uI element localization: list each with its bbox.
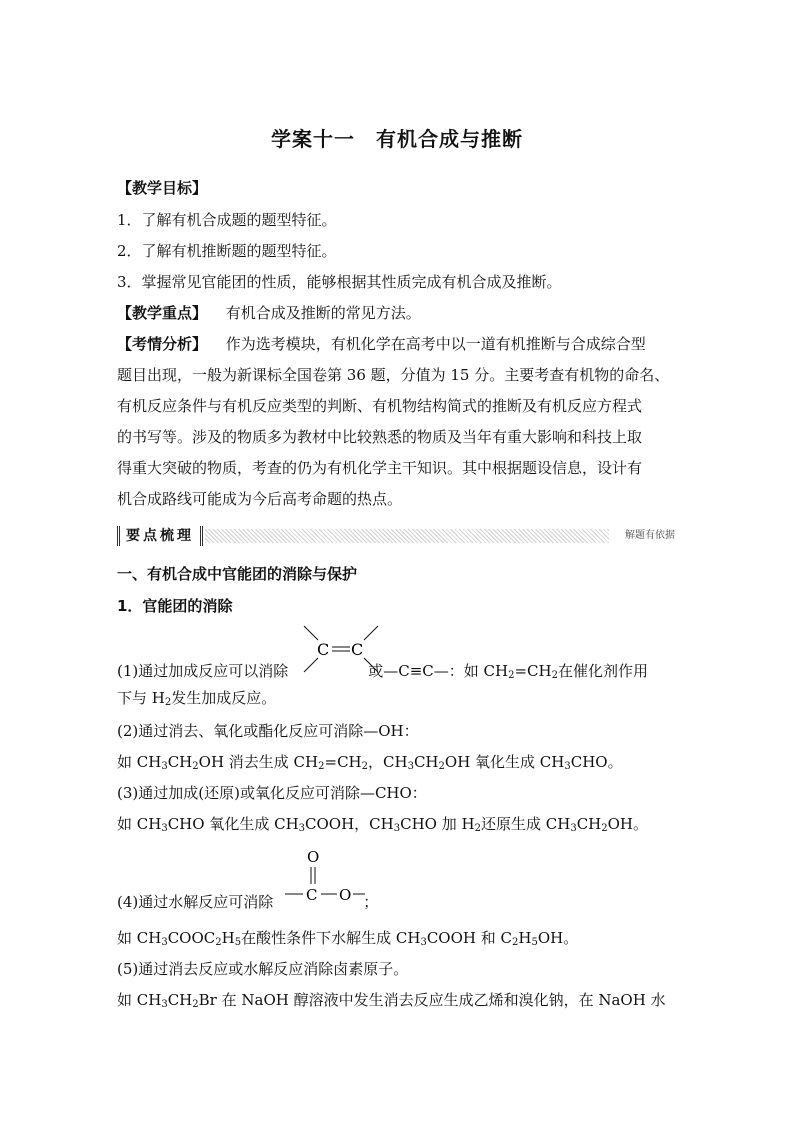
text-run: CH (167, 991, 193, 1009)
para-5: (5)通过消去反应或水解反应消除卤素原子。 (117, 960, 409, 978)
subscript: 2 (511, 937, 519, 948)
subscript: 2 (438, 761, 445, 772)
text-run: 如 CH (117, 753, 162, 771)
section-bar-tagline: 解题有依据 (609, 528, 679, 544)
analysis-line-3: 有机反应条件与有机反应类型的判断、有机物结构简式的推断及有机反应方程式 (117, 397, 643, 415)
subscript: 2 (361, 761, 369, 772)
subscript: 3 (420, 937, 427, 948)
text-run: OH 消去生成 CH (198, 753, 319, 771)
text-run: COOH，CH (305, 815, 394, 833)
section-bar-pattern (205, 529, 679, 543)
subscript: 3 (161, 823, 168, 834)
text-run: H (221, 929, 235, 947)
text-run: OH 氧化生成 CH (444, 753, 565, 771)
para-2-example (117, 751, 623, 778)
objective-item-3: 3．掌握常见官能团的性质，能够根据其性质完成有机合成及推断。 (117, 273, 562, 291)
ester-oxygen: O (339, 886, 352, 904)
text-run: 下与 H (117, 689, 165, 707)
text-run: COOC (167, 929, 216, 947)
subscript: 2 (601, 823, 608, 834)
subscript: 2 (508, 670, 515, 681)
text-run: CHO。 (570, 753, 623, 771)
text-run: 如 CH (117, 929, 162, 947)
subscript: 3 (298, 823, 306, 834)
para-4 (117, 891, 378, 913)
subscript: 2 (192, 999, 199, 1010)
analysis-line-2: 题目出现，一般为新课标全国卷第 36 题，分值为 15 分。主要考查有机物的命名、 (117, 366, 670, 384)
text-run: 在酸性条件下水解生成 CH (241, 929, 421, 947)
subscript: 2 (215, 937, 222, 948)
text-run: 如 CH (117, 991, 162, 1009)
focus-text: 有机合成及推断的常见方法。 (225, 304, 421, 322)
text-run: CHO 加 H (400, 815, 475, 833)
para-3: (3)通过加成(还原)或氧化反应可消除—CHO： (117, 784, 427, 802)
ester-carbon: C (306, 886, 318, 904)
text-run: CHO 氧化生成 CH (167, 815, 299, 833)
subscript: 3 (161, 761, 168, 772)
analysis-text: 作为选考模块，有机化学在高考中以一道有机推断与合成综合型 (225, 335, 646, 353)
para-1-line-1 (117, 660, 648, 687)
page-title: 学案十一 有机合成与推断 (271, 127, 523, 151)
text-run: COOH 和 C (426, 929, 512, 947)
analysis-line-6: 机合成路线可能成为今后高考命题的热点。 (117, 490, 403, 508)
text-run: 发生加成反应。 (171, 689, 277, 707)
analysis-line-4: 的书写等。涉及的物质多为教材中比较熟悉的物质及当年有重大影响和科技上取 (117, 428, 643, 446)
focus-heading: 【教学重点】 (117, 304, 208, 322)
text-run: CH (413, 753, 439, 771)
analysis-heading: 【考情分析】 (117, 335, 208, 353)
objective-item-2: 2．了解有机推断题的题型特征。 (117, 242, 337, 260)
text-run: OH。 (607, 815, 649, 833)
text-run: 在催化剂作用 (558, 662, 649, 680)
text-run: ； (363, 893, 379, 911)
subscript: 3 (161, 937, 168, 948)
text-run: OH。 (537, 929, 579, 947)
section1-heading: 一、有机合成中官能团的消除与保护 (117, 565, 358, 583)
text-run: =CH (324, 753, 362, 771)
alkene-carbon-1: C (317, 640, 330, 659)
objective-item-1: 1．了解有机合成题的题型特征。 (117, 211, 337, 229)
para-4-example (117, 927, 578, 954)
para-1-line-2 (117, 687, 276, 714)
section-bar (117, 526, 679, 546)
text-run: =CH (514, 662, 552, 680)
subscript: 2 (164, 697, 172, 708)
text-run: CH (167, 753, 193, 771)
subscript: 3 (570, 823, 577, 834)
para-5-example (117, 989, 666, 1016)
subscript: 2 (318, 761, 325, 772)
text-run: Br 在 NaOH 醇溶液中发生消去反应生成乙烯和溴化钠，在 NaOH 水 (198, 991, 666, 1009)
subscript: 3 (393, 823, 401, 834)
text-run: H (518, 929, 532, 947)
alkene-carbon-2: C (351, 640, 364, 659)
section1-sub1: 1．官能团的消除 (117, 597, 233, 615)
subscript: 3 (161, 999, 168, 1010)
analysis-line-5: 得重大突破的物质，考查的仍为有机化学主干知识。其中根据题设信息，设计有 (117, 459, 643, 477)
subscript: 3 (407, 761, 414, 772)
subscript: 5 (234, 937, 242, 948)
subscript: 5 (531, 937, 538, 948)
para-2: (2)通过消去、氧化或酯化反应可消除—OH： (117, 722, 419, 740)
subscript: 3 (564, 761, 571, 772)
focus-row (117, 302, 421, 324)
subscript: 2 (192, 761, 199, 772)
text-run: ，CH (368, 753, 408, 771)
text-run: CH (576, 815, 602, 833)
subscript: 2 (551, 670, 558, 681)
ester-carbonyl-oxygen: O (307, 848, 320, 866)
text-run: (1)通过加成反应可以消除 (117, 662, 289, 680)
text-run: (4)通过水解反应可消除 (117, 893, 274, 911)
text-run: 如 CH (117, 815, 162, 833)
objectives-heading: 【教学目标】 (117, 179, 208, 197)
subscript: 2 (474, 823, 481, 834)
para-3-example (117, 813, 648, 840)
text-run: 还原生成 CH (480, 815, 571, 833)
text-run: 或—C≡C—：如 CH (368, 662, 509, 680)
analysis-line-1 (117, 333, 646, 355)
section-bar-label: 要点梳理 (117, 526, 203, 546)
